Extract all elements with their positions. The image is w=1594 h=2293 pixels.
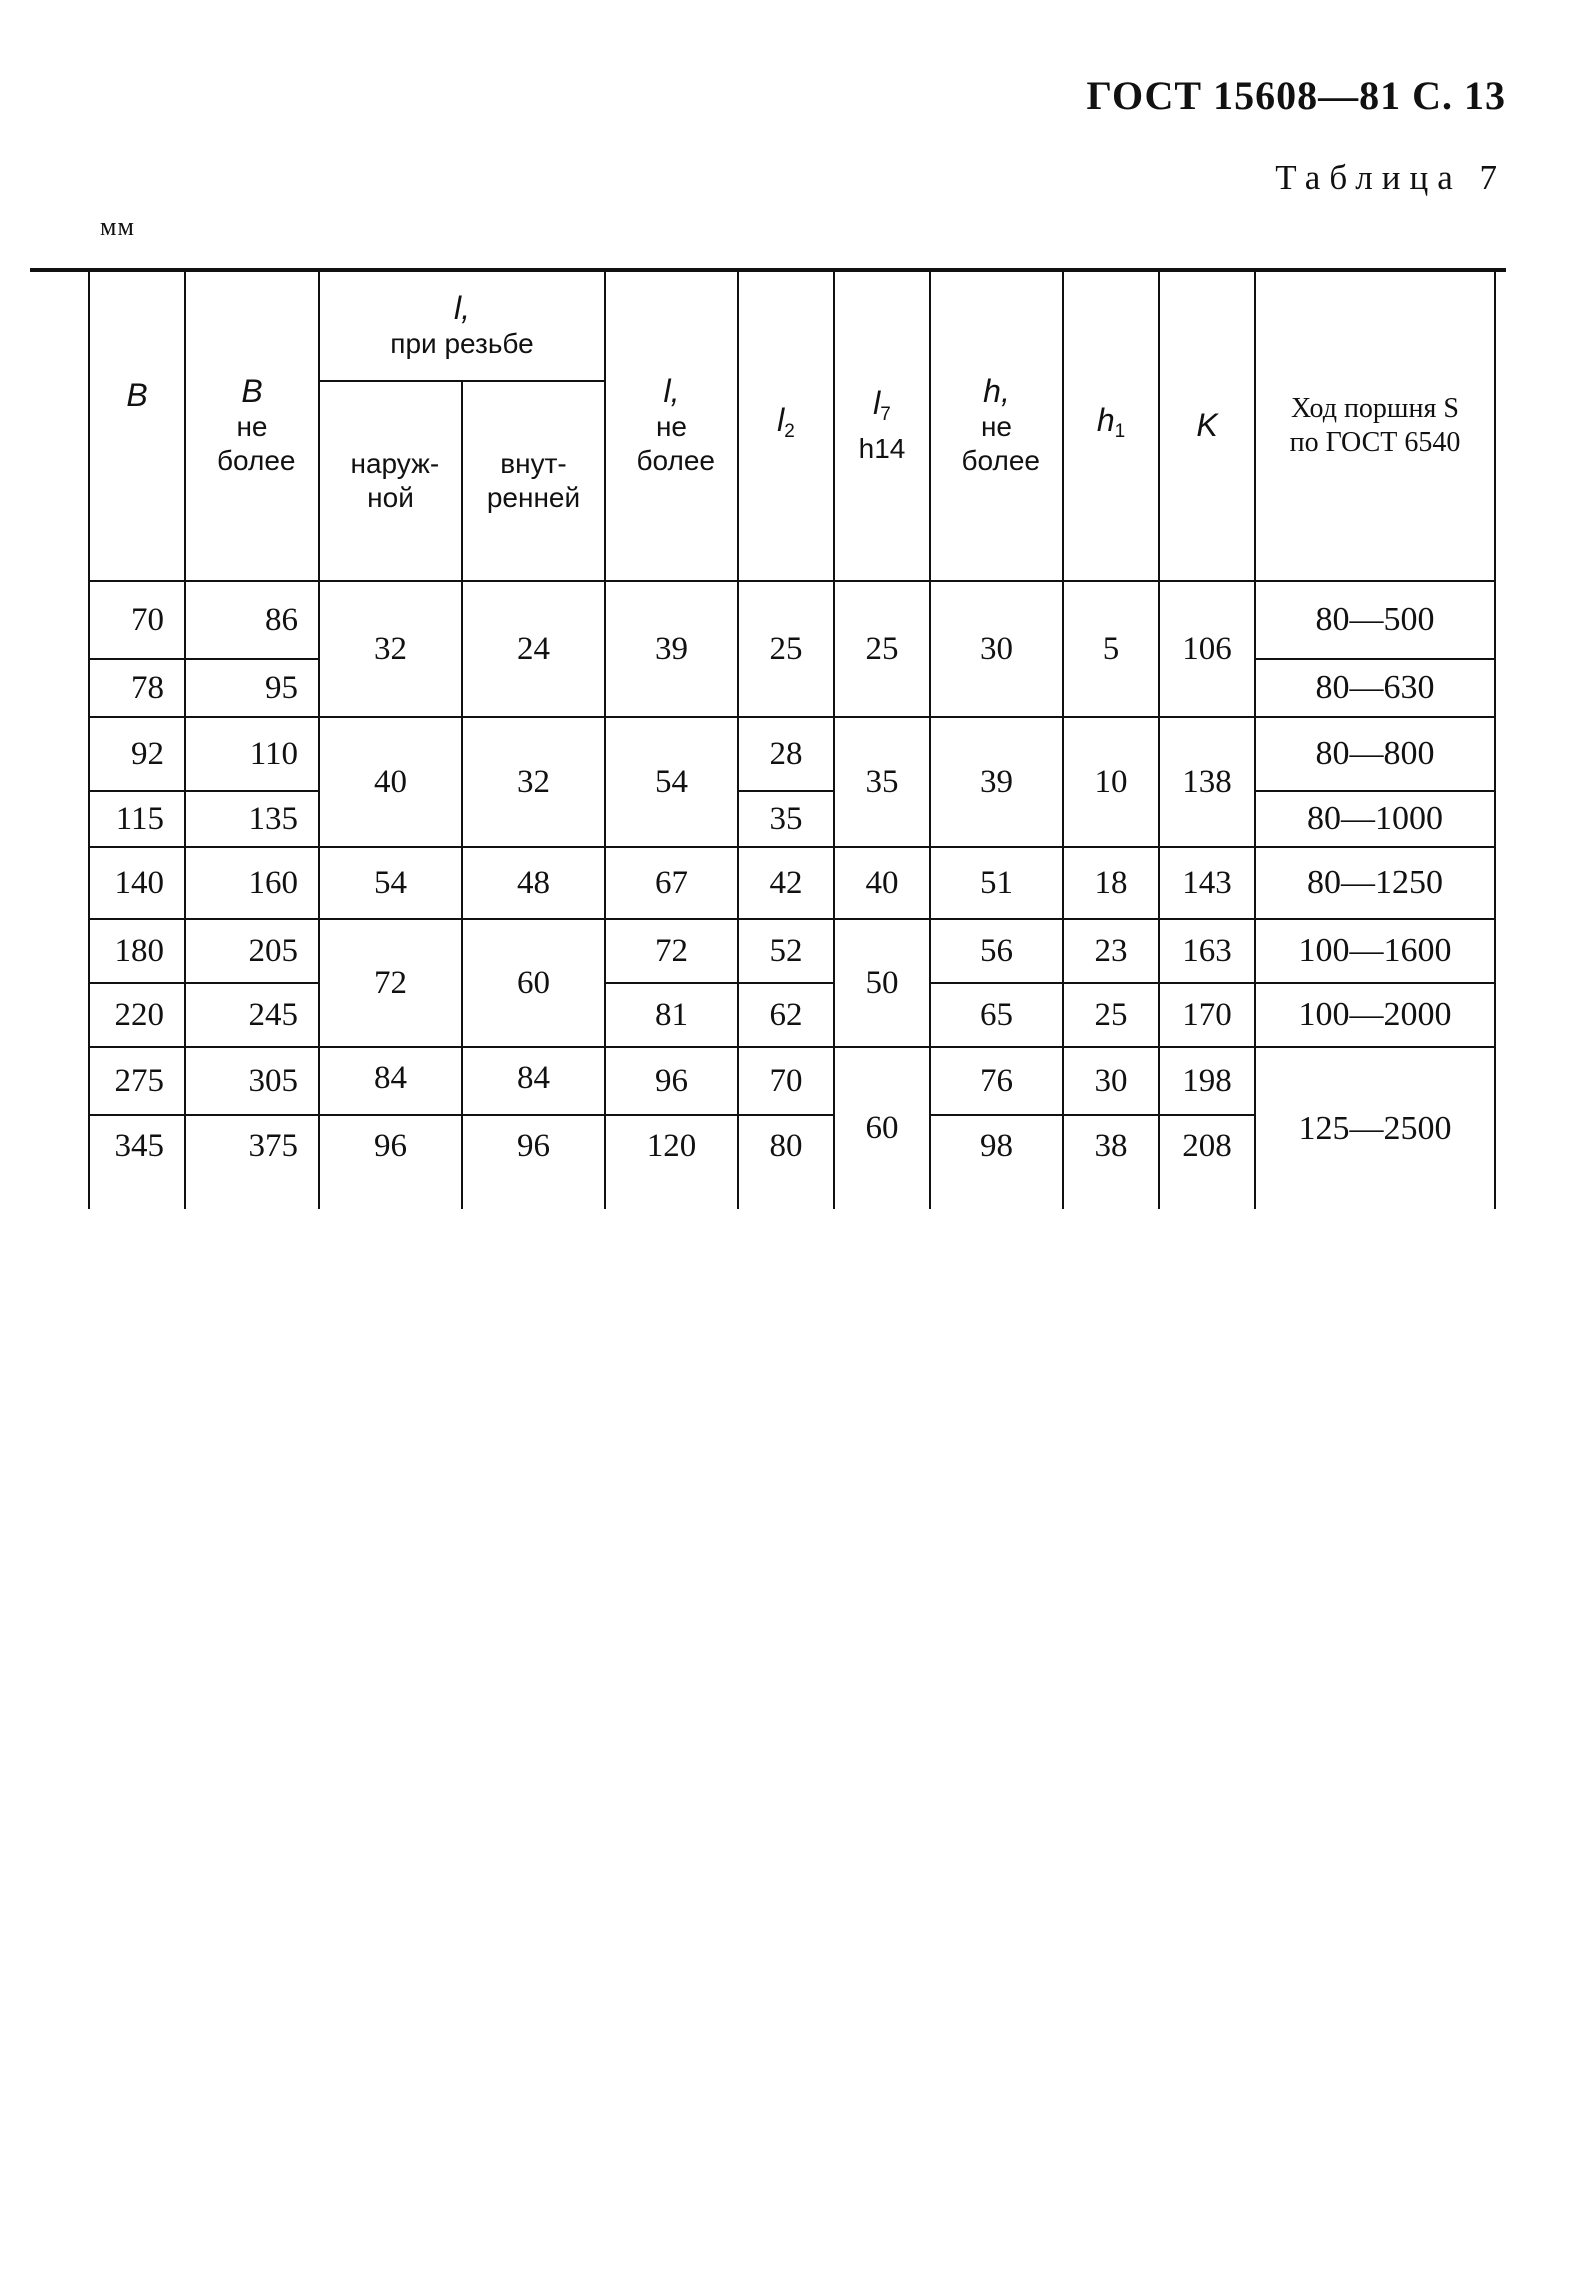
cell-B-max: 205 xyxy=(185,919,319,983)
cell-stroke: 100—2000 xyxy=(1255,983,1495,1047)
cell-h-max: 98 xyxy=(930,1115,1063,1209)
cell-h1: 25 xyxy=(1063,983,1159,1047)
cell-B: 345 xyxy=(89,1115,185,1209)
units-label: мм xyxy=(100,212,135,241)
cell-l2: 25 xyxy=(738,581,834,717)
cell-l-external: 32 xyxy=(319,581,462,717)
dimensions-table xyxy=(88,270,1496,1209)
cell-stroke: 80—630 xyxy=(1255,659,1495,717)
cell-l-max: 67 xyxy=(605,847,738,919)
cell-B: 140 xyxy=(89,847,185,919)
table-row xyxy=(89,581,1495,659)
cell-l2: 28 xyxy=(738,717,834,791)
cell-B: 78 xyxy=(89,659,185,717)
cell-stroke: 80—1250 xyxy=(1255,847,1495,919)
header-B: B xyxy=(89,271,185,581)
header-l-internal: внут-ренней xyxy=(462,381,605,581)
cell-K: 163 xyxy=(1159,919,1255,983)
cell-h1: 5 xyxy=(1063,581,1159,717)
header-l-thread-group: l, при резьбе xyxy=(319,271,605,381)
table-row xyxy=(89,1047,1495,1115)
cell-h-max: 30 xyxy=(930,581,1063,717)
cell-B-max: 305 xyxy=(185,1047,319,1115)
cell-l-max: 81 xyxy=(605,983,738,1047)
cell-l2: 80 xyxy=(738,1115,834,1209)
cell-B: 220 xyxy=(89,983,185,1047)
cell-l2: 70 xyxy=(738,1047,834,1115)
cell-l7: 35 xyxy=(834,717,930,847)
table-row xyxy=(89,717,1495,791)
cell-l7: 40 xyxy=(834,847,930,919)
cell-l-max: 54 xyxy=(605,717,738,847)
cell-B: 115 xyxy=(89,791,185,847)
header-l-max: l, не более xyxy=(605,271,738,581)
cell-K: 170 xyxy=(1159,983,1255,1047)
cell-l-max: 39 xyxy=(605,581,738,717)
cell-B: 275 xyxy=(89,1047,185,1115)
cell-K: 138 xyxy=(1159,717,1255,847)
cell-l-internal: 84 xyxy=(462,1047,605,1115)
page-header: ГОСТ 15608—81 С. 13 xyxy=(1086,73,1506,118)
cell-stroke: 80—500 xyxy=(1255,581,1495,659)
cell-B: 92 xyxy=(89,717,185,791)
header-h-max: h, не более xyxy=(930,271,1063,581)
cell-l-internal: 24 xyxy=(462,581,605,717)
cell-l2: 62 xyxy=(738,983,834,1047)
cell-l-internal: 32 xyxy=(462,717,605,847)
cell-l2: 52 xyxy=(738,919,834,983)
cell-B: 70 xyxy=(89,581,185,659)
table-caption: Таблица 7 xyxy=(1275,158,1506,197)
cell-h1: 38 xyxy=(1063,1115,1159,1209)
cell-h1: 10 xyxy=(1063,717,1159,847)
cell-B-max: 86 xyxy=(185,581,319,659)
header-l7: $l_7$ h14 xyxy=(834,271,930,581)
cell-l-external: 54 xyxy=(319,847,462,919)
table-row xyxy=(89,847,1495,919)
cell-stroke: 125—2500 xyxy=(1255,1047,1495,1209)
header-h1: $h_1$ xyxy=(1063,271,1159,581)
table-row xyxy=(89,983,1495,1047)
cell-l-max: 96 xyxy=(605,1047,738,1115)
cell-l-max: 120 xyxy=(605,1115,738,1209)
cell-B-max: 110 xyxy=(185,717,319,791)
cell-h-max: 56 xyxy=(930,919,1063,983)
cell-K: 143 xyxy=(1159,847,1255,919)
cell-B-max: 375 xyxy=(185,1115,319,1209)
cell-h1: 18 xyxy=(1063,847,1159,919)
cell-l7: 60 xyxy=(834,1047,930,1209)
cell-l7: 50 xyxy=(834,919,930,1047)
header-K: K xyxy=(1159,271,1255,581)
cell-h-max: 65 xyxy=(930,983,1063,1047)
header-l-external: наруж-ной xyxy=(319,381,462,581)
header-l2: $l_2$ xyxy=(738,271,834,581)
cell-l-internal: 60 xyxy=(462,919,605,1047)
cell-l-external: 96 xyxy=(319,1115,462,1209)
cell-l-internal: 48 xyxy=(462,847,605,919)
cell-B-max: 95 xyxy=(185,659,319,717)
cell-B-max: 160 xyxy=(185,847,319,919)
table-row xyxy=(89,919,1495,983)
cell-l-internal: 96 xyxy=(462,1115,605,1209)
cell-h-max: 76 xyxy=(930,1047,1063,1115)
header-B-max: B не более xyxy=(185,271,319,581)
cell-stroke: 100—1600 xyxy=(1255,919,1495,983)
cell-l7: 25 xyxy=(834,581,930,717)
cell-stroke: 80—800 xyxy=(1255,717,1495,791)
cell-K: 106 xyxy=(1159,581,1255,717)
cell-l2: 42 xyxy=(738,847,834,919)
cell-l-external: 40 xyxy=(319,717,462,847)
header-stroke: Ход поршня S по ГОСТ 6540 xyxy=(1255,271,1495,581)
cell-stroke: 80—1000 xyxy=(1255,791,1495,847)
table-row xyxy=(89,791,1495,847)
cell-h-max: 39 xyxy=(930,717,1063,847)
cell-B-max: 245 xyxy=(185,983,319,1047)
cell-l-external: 84 xyxy=(319,1047,462,1115)
cell-l-external: 72 xyxy=(319,919,462,1047)
cell-K: 198 xyxy=(1159,1047,1255,1115)
cell-h1: 30 xyxy=(1063,1047,1159,1115)
cell-l-max: 72 xyxy=(605,919,738,983)
cell-B: 180 xyxy=(89,919,185,983)
cell-h-max: 51 xyxy=(930,847,1063,919)
cell-h1: 23 xyxy=(1063,919,1159,983)
cell-K: 208 xyxy=(1159,1115,1255,1209)
cell-l2: 35 xyxy=(738,791,834,847)
cell-B-max: 135 xyxy=(185,791,319,847)
